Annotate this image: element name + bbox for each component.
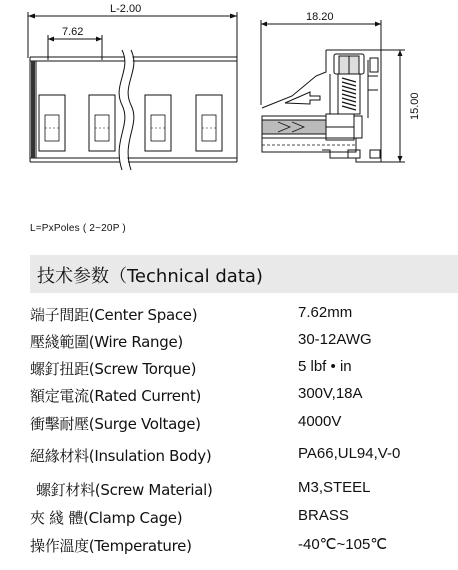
spec-label: 夾 綫 體(Clamp Cage) (30, 509, 183, 527)
spec-value: -40℃~105℃ (298, 536, 388, 553)
spec-label: 操作溫度(Temperature) (30, 537, 192, 555)
spec-value: 300V,18A (298, 385, 363, 402)
spec-title: 技术参数（Technical data) (37, 266, 263, 287)
dim-pitch-label: 7.62 (62, 26, 84, 38)
spec-row (30, 507, 458, 531)
spec-value: M3,STEEL (298, 479, 371, 496)
side-view (261, 20, 405, 162)
spec-row (30, 358, 458, 382)
spec-value: 5 lbf • in (298, 358, 352, 375)
spec-row (30, 535, 458, 559)
spec-label: 絕緣材料(Insulation Body) (30, 447, 212, 465)
spec-row (30, 413, 458, 437)
dim-depth-label: 18.20 (306, 11, 334, 23)
spec-row (30, 385, 458, 409)
technical-drawing (0, 0, 458, 200)
dim-height-label: 15.00 (409, 92, 421, 120)
spec-value: PA66,UL94,V-0 (298, 445, 401, 462)
spec-label: 額定電流(Rated Current) (30, 387, 202, 405)
spec-row (30, 304, 458, 328)
spec-label: 壓綫範圍(Wire Range) (30, 333, 183, 351)
spec-value: BRASS (298, 507, 349, 524)
dim-total-label: L-2.00 (110, 3, 142, 15)
spec-value: 7.62mm (298, 304, 353, 321)
spec-value: 4000V (298, 413, 342, 430)
spec-row (30, 445, 458, 469)
spec-row (30, 479, 458, 503)
spec-label: 衝擊耐壓(Surge Voltage) (30, 415, 201, 433)
spec-label: 螺釘材料(Screw Material) (36, 481, 213, 499)
spec-label: 螺釘扭距(Screw Torque) (30, 360, 197, 378)
spec-row (30, 331, 458, 355)
poles-formula: L=PxPoles ( 2~20P ) (30, 223, 126, 234)
spec-label: 端子間距(Center Space) (30, 306, 198, 324)
spec-value: 30-12AWG (298, 331, 372, 348)
front-view (28, 12, 237, 170)
